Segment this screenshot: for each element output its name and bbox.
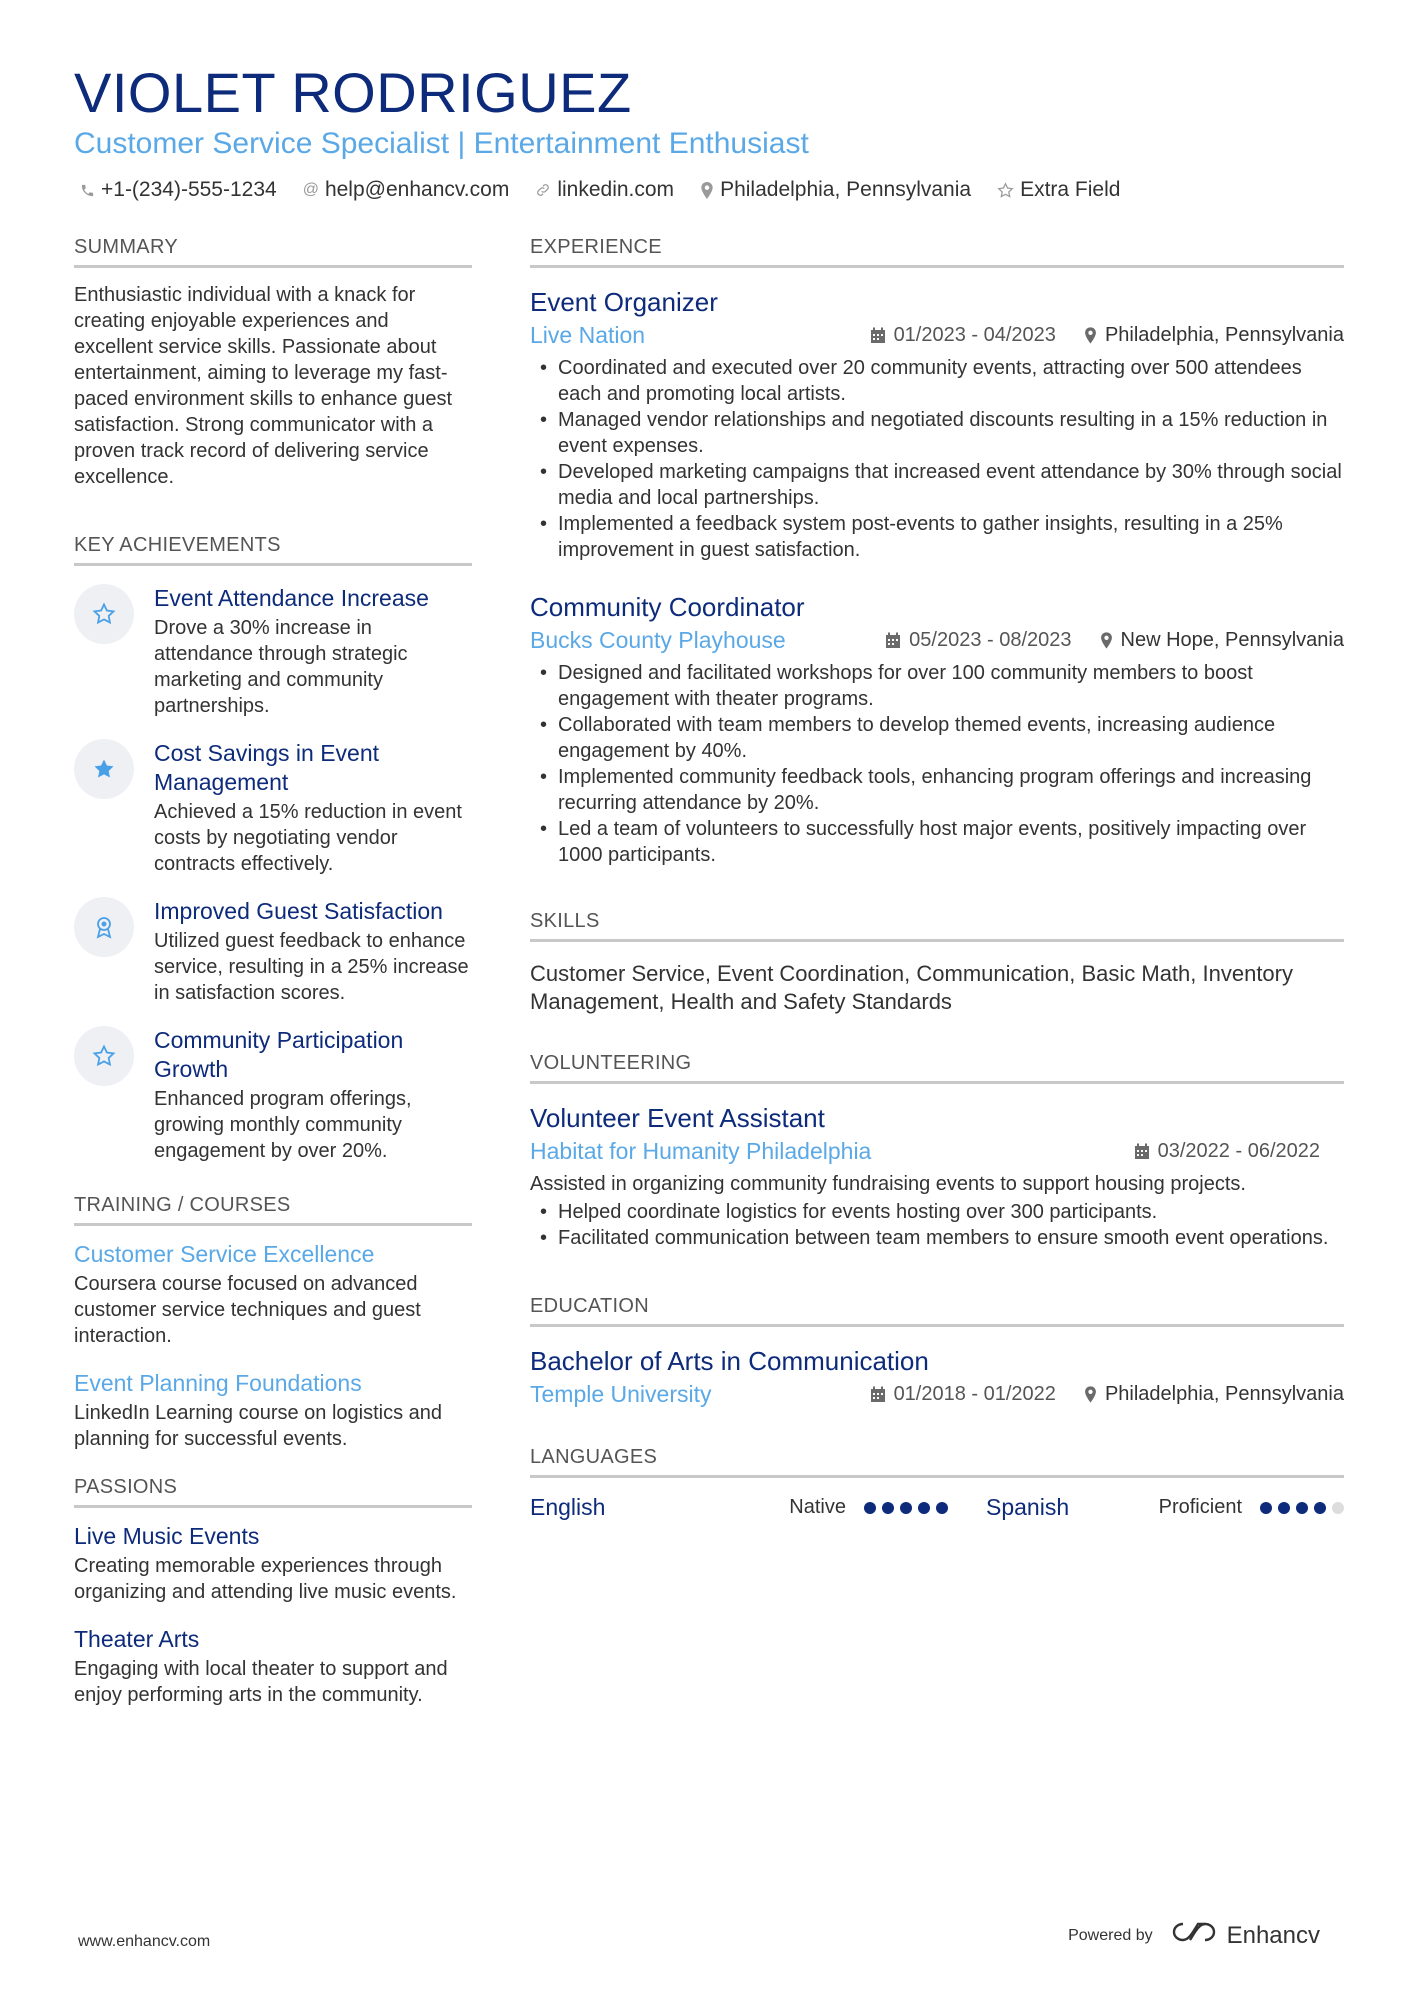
- job-dates: [885, 629, 1071, 652]
- volunteering-section: [530, 1052, 1344, 1251]
- language-proficiency-dots: [864, 1502, 948, 1514]
- achievements-heading: KEY ACHIEVEMENTS: [74, 534, 472, 566]
- job-location: [1084, 324, 1344, 347]
- phone-icon: [80, 183, 95, 198]
- resume-subtitle: Customer Service Specialist | Entertainment Enthusiast: [74, 127, 809, 160]
- job-company: Bucks County Playhouse: [530, 627, 786, 653]
- language-level: Proficient: [1158, 1496, 1242, 1518]
- education-degree: Bachelor of Arts in Communication: [530, 1346, 929, 1376]
- achievement-desc: Utilized guest feedback to enhance service, resulting in a 25% increase in satisfaction scores.: [154, 930, 469, 1004]
- job-meta: [530, 322, 1344, 349]
- powered-by-text: Powered by: [1068, 1926, 1153, 1944]
- skills-section: [530, 910, 1344, 1016]
- location-pin-icon: [1100, 632, 1113, 649]
- proficiency-dot-filled: [864, 1502, 876, 1514]
- volunteering-heading: VOLUNTEERING: [530, 1052, 1344, 1084]
- contact-linkedin[interactable]: [535, 178, 674, 202]
- job-location-text: Philadelphia, Pennsylvania: [1104, 324, 1344, 346]
- proficiency-dot-filled: [936, 1502, 948, 1514]
- volunteer-bullet: • Facilitated communication between team members to ensure smooth event operations.: [530, 1225, 1344, 1251]
- calendar-icon: [870, 327, 886, 344]
- experience-section: [530, 236, 1344, 868]
- at-icon: @: [302, 181, 319, 198]
- passions-section: [74, 1476, 472, 1708]
- contact-linkedin-text: linkedin.com: [557, 178, 675, 201]
- passion-title: Theater Arts: [74, 1626, 200, 1652]
- languages-heading: LANGUAGES: [530, 1446, 1344, 1478]
- course-title: Customer Service Excellence: [74, 1241, 375, 1267]
- summary-heading: SUMMARY: [74, 236, 472, 268]
- achievement-item: [74, 897, 472, 1006]
- job-bullets: [530, 660, 1344, 868]
- proficiency-dot-filled: [1314, 1502, 1326, 1514]
- job-bullet: • Managed vendor relationships and negotiated discounts resulting in a 15% reduction in event expenses.: [530, 407, 1344, 459]
- proficiency-dot-filled: [1278, 1502, 1290, 1514]
- volunteer-dates-text: 03/2022 - 06/2022: [1157, 1140, 1320, 1162]
- job-bullets: [530, 355, 1344, 563]
- volunteer-bullet: • Helped coordinate logistics for events hosting over 300 participants.: [530, 1199, 1344, 1225]
- achievement-title: Improved Guest Satisfaction: [154, 898, 443, 924]
- course-desc: LinkedIn Learning course on logistics and planning for successful events.: [74, 1402, 443, 1450]
- job-title: Event Organizer: [530, 287, 718, 317]
- language-name: English: [530, 1494, 606, 1520]
- job-meta: [530, 627, 1344, 654]
- course-desc: Coursera course focused on advanced customer service techniques and guest interaction.: [74, 1273, 421, 1347]
- job-bullet: • Developed marketing campaigns that increased event attendance by 30% through social media and local partnerships.: [530, 459, 1344, 511]
- language-level: Native: [789, 1496, 846, 1518]
- passion-desc: Engaging with local theater to support and enjoy performing arts in the community.: [74, 1658, 448, 1706]
- star-outline-icon: [74, 1026, 134, 1086]
- job-dates: [870, 324, 1056, 347]
- proficiency-dot-filled: [882, 1502, 894, 1514]
- contact-location: [700, 178, 971, 202]
- location-pin-icon: [1084, 1386, 1097, 1403]
- achievement-title: Community Participation Growth: [154, 1027, 404, 1082]
- contact-extra: [997, 178, 1120, 202]
- achievement-desc: Drove a 30% increase in attendance through strategic marketing and community partnerships.: [154, 617, 408, 717]
- language-name: Spanish: [986, 1494, 1070, 1520]
- job-entry: [530, 591, 1344, 868]
- passion-desc: Creating memorable experiences through organizing and attending live music events.: [74, 1555, 457, 1603]
- volunteer-desc: Assisted in organizing community fundraising events to support housing projects.: [530, 1173, 1246, 1195]
- job-bullet: • Coordinated and executed over 20 community events, attracting over 500 attendees each and promoting local artists.: [530, 355, 1344, 407]
- languages-row: [530, 1494, 1344, 1521]
- job-bullet: • Collaborated with team members to develop themed events, increasing audience engagement by 40%.: [530, 712, 1344, 764]
- language-item: [530, 1494, 948, 1521]
- achievement-title: Cost Savings in Event Management: [154, 740, 380, 795]
- contact-extra-text: Extra Field: [1020, 178, 1121, 201]
- contact-phone[interactable]: [80, 178, 277, 202]
- summary-text: Enthusiastic individual with a knack for creating enjoyable experiences and excellent service skills. Passionate about entertainment, aiming to leverage my fast-paced environment skills to enhance guest satisfaction. Strong communicator with a proven track record of delivering service excellence.: [74, 284, 453, 488]
- proficiency-dot-filled: [918, 1502, 930, 1514]
- volunteer-dates: [1134, 1140, 1320, 1163]
- enhancv-logo[interactable]: [1171, 1920, 1320, 1951]
- left-column: [74, 236, 472, 1728]
- proficiency-dot-filled: [900, 1502, 912, 1514]
- languages-section: [530, 1446, 1344, 1521]
- skills-heading: SKILLS: [530, 910, 1344, 942]
- job-location: [1100, 629, 1344, 652]
- contact-email-text: help@enhancv.com: [324, 178, 510, 201]
- education-meta: [530, 1381, 1344, 1408]
- education-location-text: Philadelphia, Pennsylvania: [1104, 1383, 1344, 1405]
- achievements-section: [74, 534, 472, 1164]
- volunteer-role: Volunteer Event Assistant: [530, 1103, 825, 1133]
- enhancv-logo-text: Enhancv: [1226, 1921, 1320, 1949]
- location-pin-icon: [700, 182, 714, 199]
- proficiency-dot-filled: [1260, 1502, 1272, 1514]
- star-outline-icon: [997, 182, 1014, 199]
- proficiency-dot-empty: [1332, 1502, 1344, 1514]
- experience-heading: EXPERIENCE: [530, 236, 1344, 268]
- job-bullet: • Led a team of volunteers to successfully host major events, positively impacting over 1000 participants.: [530, 816, 1344, 868]
- location-pin-icon: [1084, 327, 1097, 344]
- link-icon: [535, 182, 551, 198]
- proficiency-dot-filled: [1296, 1502, 1308, 1514]
- footer-website[interactable]: www.enhancv.com: [78, 1933, 211, 1950]
- skills-text: Customer Service, Event Coordination, Communication, Basic Math, Inventory Management, Health and Safety Standards: [530, 961, 1293, 1014]
- summary-section: [74, 236, 472, 490]
- job-location-text: New Hope, Pennsylvania: [1120, 629, 1344, 651]
- volunteer-meta: [530, 1138, 1344, 1165]
- volunteer-org: Habitat for Humanity Philadelphia: [530, 1138, 872, 1164]
- achievement-title: Event Attendance Increase: [154, 585, 429, 611]
- education-section: [530, 1295, 1344, 1408]
- education-location: [1084, 1383, 1344, 1406]
- achievement-item: [74, 584, 472, 719]
- job-bullet: • Implemented a feedback system post-events to gather insights, resulting in a 25% improvement in guest satisfaction.: [530, 511, 1344, 563]
- education-dates: [870, 1383, 1056, 1406]
- award-icon: [74, 897, 134, 957]
- star-outline-icon: [74, 584, 134, 644]
- achievement-desc: Enhanced program offerings, growing monthly community engagement by over 20%.: [154, 1088, 412, 1162]
- language-item: [986, 1494, 1344, 1521]
- education-dates-text: 01/2018 - 01/2022: [893, 1383, 1056, 1405]
- star-filled-icon: [74, 739, 134, 799]
- course-title: Event Planning Foundations: [74, 1370, 362, 1396]
- calendar-icon: [1134, 1143, 1150, 1160]
- contact-bar: [80, 178, 1120, 202]
- enhancv-logo-icon: [1171, 1920, 1217, 1951]
- passion-title: Live Music Events: [74, 1523, 260, 1549]
- footer-branding: [1068, 1920, 1320, 1951]
- calendar-icon: [870, 1386, 886, 1403]
- training-section: [74, 1194, 472, 1452]
- job-dates-text: 01/2023 - 04/2023: [893, 324, 1056, 346]
- education-heading: EDUCATION: [530, 1295, 1344, 1327]
- volunteer-bullets: [530, 1199, 1344, 1251]
- achievement-item: [74, 1026, 472, 1164]
- job-bullet: • Designed and facilitated workshops for over 100 community members to boost engagement with theater programs.: [530, 660, 1344, 712]
- contact-location-text: Philadelphia, Pennsylvania: [720, 178, 972, 201]
- achievement-desc: Achieved a 15% reduction in event costs by negotiating vendor contracts effectively.: [154, 801, 462, 875]
- job-dates-text: 05/2023 - 08/2023: [909, 629, 1072, 651]
- job-bullet: • Implemented community feedback tools, enhancing program offerings and increasing recurring attendance by 20%.: [530, 764, 1344, 816]
- job-company: Live Nation: [530, 322, 646, 348]
- resume-name: VIOLET RODRIGUEZ: [74, 61, 632, 124]
- calendar-icon: [885, 632, 901, 649]
- job-title: Community Coordinator: [530, 592, 805, 622]
- right-column: [530, 236, 1344, 1521]
- contact-phone-text: +1-(234)-555-1234: [101, 178, 277, 201]
- job-entry: [530, 286, 1344, 563]
- contact-email[interactable]: [303, 178, 510, 202]
- education-school: Temple University: [530, 1381, 712, 1407]
- training-heading: TRAINING / COURSES: [74, 1194, 472, 1226]
- passions-heading: PASSIONS: [74, 1476, 472, 1508]
- language-proficiency-dots: [1260, 1502, 1344, 1514]
- achievement-item: [74, 739, 472, 877]
